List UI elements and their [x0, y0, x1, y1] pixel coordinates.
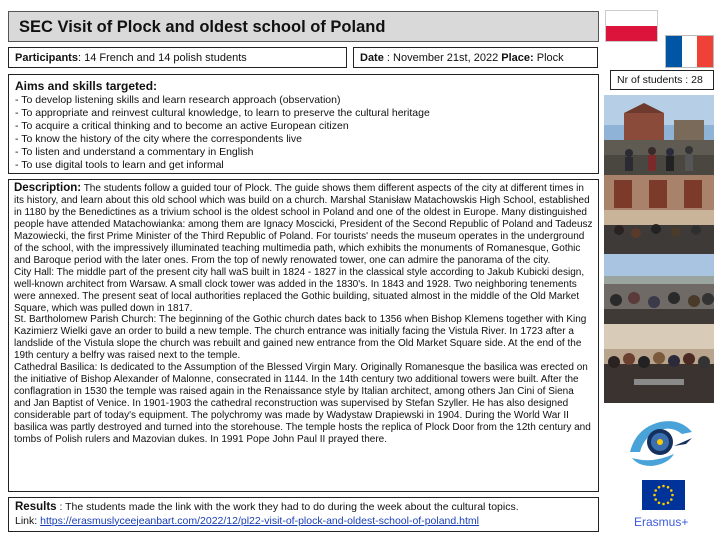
aim-item: - To know the history of the city where the correspondents live — [15, 132, 302, 145]
france-flag-red — [697, 36, 713, 67]
church-paragraph: St. Bartholomew Parish Church: The beginning of the Gothic church dates back to 1356 when Bishop Klemens together with King Kazimierz Wielki gave an order to build a new temple. The church entrance was initially facing the Vistula River. In 1723 after a landslide of the Vistula slope the church was rebuilt and gained new entrance from the Old Market Square side. At the end of the 19th century a belfry was raised next to the temple. — [14, 314, 587, 362]
place-value: Plock — [533, 52, 564, 64]
results-box — [8, 497, 599, 532]
aim-item: - To use digital tools to learn and get informal — [15, 158, 224, 171]
aims-box — [8, 74, 599, 174]
participants-box — [8, 47, 347, 68]
results-value: : The students made the link with the work they had to do during the week about the cultural topics. — [56, 501, 519, 513]
eu-flag-icon — [642, 480, 685, 510]
city-hall-paragraph: City Hall: The middle part of the present city hall waS built in 1824 - 1827 in the classical style according to Jakub Kubicki design, well-known architect from Warsaw. A small clock tower was added in the 1830's. In 1843 and 1928. Two neighboring tenements were annexed. The present seat of local authorities replaced the Gothic building, situated almost in the middle of the Old Market Square, which was pulled down in 1817. — [14, 266, 585, 314]
aim-item: - To acquire a critical thinking and to become an active European citizen — [15, 119, 349, 132]
page-title: SEC Visit of Plock and oldest school of Poland — [19, 18, 386, 36]
france-flag-white — [682, 36, 698, 67]
participants-line — [15, 52, 247, 64]
participants-value: : 14 French and 14 polish students — [77, 52, 247, 64]
erasmus-logo-text: Erasmus+ — [634, 515, 689, 529]
title-box — [8, 11, 599, 42]
results-link-line — [15, 515, 519, 529]
link-prefix: Link: — [15, 514, 41, 527]
aims-list — [15, 94, 430, 171]
description-intro-paragraph — [14, 183, 593, 267]
description-box — [8, 179, 599, 492]
date-line — [360, 52, 564, 64]
results-label: Results — [15, 501, 57, 513]
description-intro: The students follow a guided tour of Plock. The guide shows them different aspects of the city at different times in its history, and learn about this old school which was build on a church. Marshal Stanisław Matachowskis High School, established in 1180 by the Benedictines as a trivium school is the oldest school in Poland and one of the oldest in Europe. Many distinguished people have attended Matachowianka: among them are Ignacy Moscicki, President of the Second Republic of Poland and Tadeusz Mazowiecki, the first Prime Minister of the Third Republic of Poland. For tourists' needs the museum operates in the underground of the school, with the impressively illuminated teaching multimedia path, which exhibits the monuments of Romanesque, Gothic and Baroque period with the later ones. From the top of newly renowated tower, one can admire the panorama of the city. — [14, 183, 593, 266]
france-flag-blue — [666, 36, 682, 67]
poland-flag — [605, 10, 658, 42]
basilica-paragraph: Cathedral Basilica: Is dedicated to the Assumption of the Blessed Virgin Mary. Originally Romanesque the basilica was erected on the initiative of Bishop Alexander of Malonne, consecrated in 1144. In the 14th century two additional towers were built. After the conflagration in 1530 the temple was raised again in the Renaissance style by Italian architect, among others Jan Cini of Siena and Jan Baptist of Venice. In 1901-1903 the cathedral reconstruction was supervised by Stefan Szyller. He has also designed considerable part of today's equipment. The polychromy was made by Wadystaw Drapiewski in 1904. During the World War II basilica was partly destroyed and turned into the storehouse. The temple hosts the replica of Plock Door from the 12th century and tombs of Polish rulers and Mazovian dukes. In 1991 Pope John Paul II prayed there. — [14, 362, 591, 446]
results-text — [15, 501, 519, 528]
aim-item: - To listen and understand a commentary in English — [15, 145, 254, 158]
photo-museum-interior — [604, 175, 714, 254]
aim-item: - To appropriate and reinvest cultural knowledge, to learn to preserve the cultural heritage — [15, 106, 430, 119]
poland-flag-white — [606, 11, 657, 26]
poland-flag-red — [606, 26, 657, 41]
results-line — [15, 501, 519, 515]
aim-item: - To develop listening skills and learn research approach (observation) — [15, 94, 341, 106]
students-count-box — [610, 70, 714, 90]
photo-panorama — [604, 254, 714, 324]
description-text — [14, 183, 593, 446]
results-link[interactable]: https://erasmuslyceejeanbart.com/2022/12/pl22-visit-of-plock-and-oldest-school-of-poland.html — [40, 514, 479, 527]
place-label: Place: — [501, 52, 534, 64]
participants-label: Participants — [15, 52, 78, 64]
aims-heading: Aims and skills targeted: — [15, 79, 158, 93]
date-value: : November 21st, 2022 — [383, 52, 502, 64]
france-flag — [665, 35, 714, 68]
date-label: Date — [360, 52, 384, 64]
description-label: Description: — [14, 182, 82, 194]
photo-group — [604, 324, 714, 403]
students-count: Nr of students : 28 — [617, 74, 703, 86]
date-box — [353, 47, 598, 68]
photo-street-tour — [604, 95, 714, 175]
school-logo — [622, 408, 698, 472]
